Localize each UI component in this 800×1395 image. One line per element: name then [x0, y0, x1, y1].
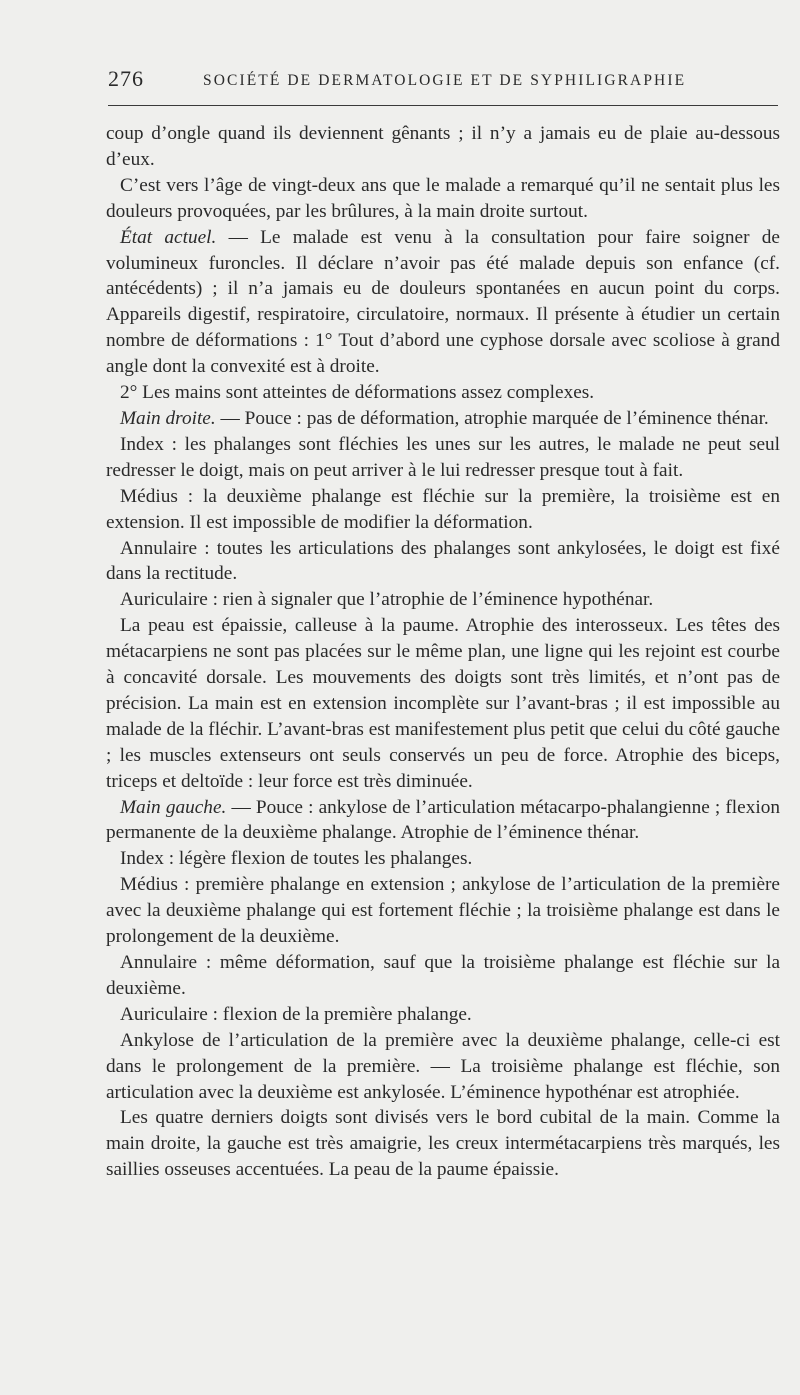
paragraph-text: Annulaire : toutes les articulations des phalanges sont ankylosées, le doigt est fixé dans la rectitude.: [106, 537, 780, 585]
paragraph-text: La peau est épaissie, calleuse à la paume. Atrophie des interosseux. Les têtes des métacarpiens ne sont pas placées sur le même plan, une ligne qui les rejoint est courbe à concavité dorsale. Les mouvements des doigts sont très limités, et n’ont pas de précision. La main est en extension incomplète sur l’avant-bras ; il est impossible au malade de la fléchir. L’avant-bras est manifestement plus petit que celui du côté gauche ; les muscles extenseurs ont seuls conservés un peu de force. Atrophie des biceps, triceps et deltoïde : leur force est très diminuée.: [106, 615, 780, 792]
paragraph-text: Ankylose de l’articulation de la première avec la deuxième phalange, celle-ci est dans le prolongement de la première. — La troisième phalange est fléchie, son articulation avec la deuxième est ankylosée. L’éminence hypothénar est atrophiée.: [106, 1029, 780, 1103]
section-lead: Main droite.: [120, 407, 216, 429]
paragraph: [106, 173, 780, 225]
paragraph: [106, 380, 780, 406]
paragraph-text: 2° Les mains sont atteintes de déformations assez complexes.: [120, 382, 595, 404]
paragraph-text: Médius : première phalange en extension ; ankylose de l’articulation de la première avec la deuxième phalange qui est fortement fléchie ; la troisième phalange est dans le prolongement de la deuxième.: [106, 874, 780, 948]
paragraph: [106, 1105, 780, 1183]
section-lead: État actuel.: [120, 226, 217, 248]
paragraph: [106, 536, 780, 588]
paragraph-text: Auriculaire : rien à signaler que l’atrophie de l’éminence hypothénar.: [120, 589, 654, 611]
header-rule: [108, 105, 778, 106]
paragraph-text: Index : légère flexion de toutes les phalanges.: [120, 848, 473, 870]
paragraph: [106, 950, 780, 1002]
paragraph: [106, 872, 780, 950]
paragraph: [106, 121, 780, 173]
page-header: [108, 62, 778, 102]
page-number: 276: [108, 66, 144, 91]
paragraph: [106, 613, 780, 794]
paragraph: [106, 432, 780, 484]
body-text: [106, 121, 780, 1183]
paragraph-text: coup d’ongle quand ils deviennent gênants ; il n’y a jamais eu de plaie au-dessous d’eux.: [106, 123, 780, 170]
section-lead: Main gauche.: [120, 796, 227, 818]
paragraph-text: Les quatre derniers doigts sont divisés vers le bord cubital de la main. Comme la main droite, la gauche est très amaigrie, les creux intermétacarpiens très marqués, les saillies osseuses accentuées. La peau de la paume épaissie.: [106, 1107, 780, 1181]
paragraph-text: Annulaire : même déformation, sauf que la troisième phalange est fléchie sur la deuxième.: [106, 952, 780, 999]
paragraph: [106, 406, 780, 432]
paragraph: [106, 484, 780, 536]
paragraph-text: Index : les phalanges sont fléchies les unes sur les autres, le malade ne peut seul redresser le doigt, mais on peut arriver à le lui redresser presque tout à fait.: [106, 433, 780, 481]
paragraph-text: — Pouce : pas de déformation, atrophie marquée de l’éminence thénar.: [215, 407, 769, 429]
paragraph-text: C’est vers l’âge de vingt-deux ans que le malade a remarqué qu’il ne sentait plus les douleurs provoquées, par les brûlures, à la main droite surtout.: [106, 174, 780, 222]
paragraph-text: Auriculaire : flexion de la première phalange.: [120, 1003, 472, 1025]
paragraph-text: — Pouce : ankylose de l’articulation métacarpo-phalangienne ; flexion permanente de la deuxième phalange. Atrophie de l’éminence thénar.: [106, 796, 780, 844]
paragraph-text: Médius : la deuxième phalange est fléchie sur la première, la troisième est en extension. Il est impossible de modifier la déformation.: [106, 485, 780, 533]
paragraph: [106, 587, 780, 613]
paragraph: [106, 1028, 780, 1106]
paragraph-text: — Le malade est venu à la consultation pour faire soigner de volumineux furoncles. Il déclare n’avoir pas été malade depuis son enfance (cf. antécédents) ; il n’a jamais eu de douleurs spontanées en aucun point du corps. Appareils digestif, respiratoire, circulatoire, normaux. Il présente à étudier un certain nombre de déformations : 1° Tout d’abord une cyphose dorsale avec scoliose à grand angle dont la convexité est à droite.: [106, 226, 780, 378]
paragraph: [106, 795, 780, 847]
paragraph: [106, 1002, 780, 1028]
paragraph: [106, 225, 780, 380]
running-head: SOCIÉTÉ DE DERMATOLOGIE ET DE SYPHILIGRAPHIE: [203, 72, 687, 89]
paragraph: [106, 846, 780, 872]
